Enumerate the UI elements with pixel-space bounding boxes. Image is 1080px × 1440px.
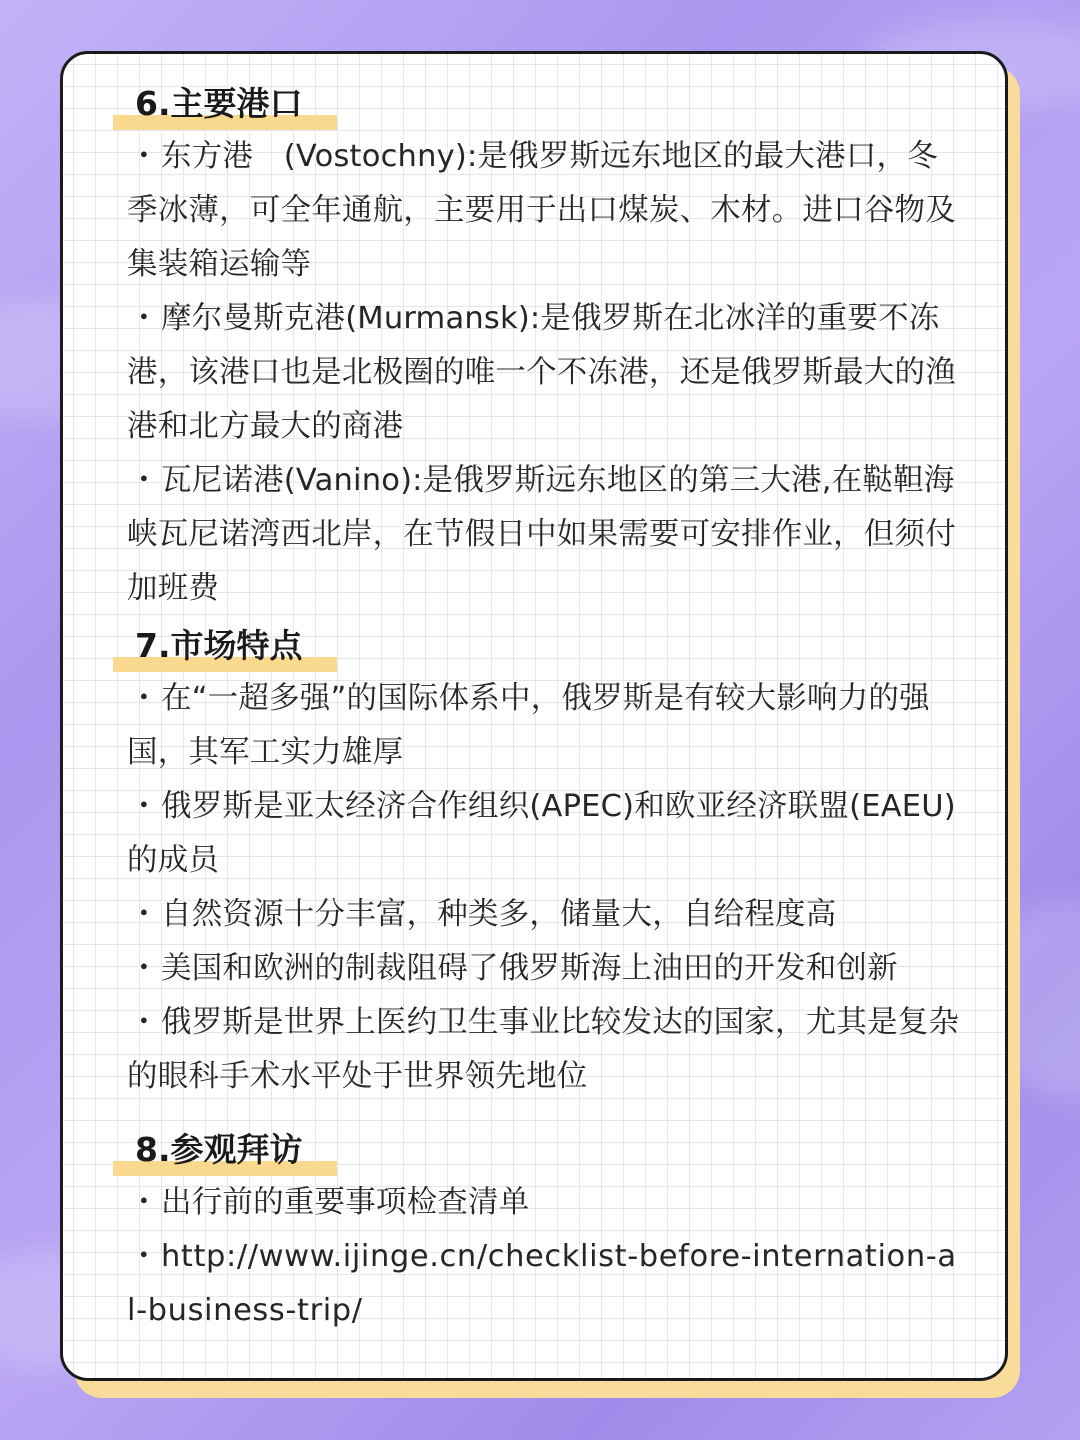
bullet-icon: ・ bbox=[128, 463, 160, 498]
list-item: ・自然资源十分丰富，种类多，储量大，自给程度高 bbox=[127, 888, 963, 942]
bullet-icon: ・ bbox=[128, 789, 160, 824]
bullet-icon: ・ bbox=[128, 681, 160, 716]
section-heading-text: 6.主要港口 bbox=[135, 84, 303, 123]
list-item: ・东方港 (Vostochny):是俄罗斯远东地区的最大港口，冬季冰薄，可全年通航，主要用于出口煤炭、木材。进口谷物及集装箱运输等 bbox=[127, 130, 963, 292]
bullet-icon: ・ bbox=[128, 1239, 160, 1274]
checklist-url[interactable]: http://www.ijinge.cn/checklist-before-internation-al-business-trip/ bbox=[127, 1239, 957, 1328]
section-heading-text: 7.市场特点 bbox=[135, 626, 303, 665]
section-heading bbox=[113, 80, 337, 130]
list-item: ・俄罗斯是世界上医约卫生事业比较发达的国家，尤其是复杂的眼科手术水平处于世界领先地位 bbox=[127, 996, 963, 1104]
list-item: ・俄罗斯是亚太经济合作组织(APEC)和欧亚经济联盟(EAEU)的成员 bbox=[127, 780, 963, 888]
bullet-icon: ・ bbox=[128, 951, 160, 986]
list-item: ・美国和欧洲的制裁阻碍了俄罗斯海上油田的开发和创新 bbox=[127, 942, 963, 996]
section-market-features bbox=[127, 622, 963, 1104]
list-item: ・出行前的重要事项检查清单 bbox=[127, 1176, 963, 1230]
card-content bbox=[127, 80, 963, 1338]
section-heading bbox=[113, 1126, 337, 1176]
list-item: ・瓦尼诺港(Vanino):是俄罗斯远东地区的第三大港,在鞑靼海峡瓦尼诺湾西北岸，在节假日中如果需要可安排作业，但须付加班费 bbox=[127, 454, 963, 616]
checklist-link[interactable] bbox=[127, 1230, 963, 1338]
bullet-icon: ・ bbox=[128, 139, 160, 174]
list-item: ・摩尔曼斯克港(Murmansk):是俄罗斯在北冰洋的重要不冻港，该港口也是北极圈的唯一个不冻港，还是俄罗斯最大的渔港和北方最大的商港 bbox=[127, 292, 963, 454]
bullet-icon: ・ bbox=[128, 897, 160, 932]
bullet-icon: ・ bbox=[128, 301, 160, 336]
content-card bbox=[60, 51, 1008, 1381]
section-heading-text: 8.参观拜访 bbox=[135, 1130, 303, 1169]
section-visits bbox=[127, 1126, 963, 1338]
bullet-icon: ・ bbox=[128, 1005, 160, 1040]
section-heading bbox=[113, 622, 337, 672]
section-main-ports bbox=[127, 80, 963, 616]
list-item: ・在“一超多强”的国际体系中，俄罗斯是有较大影响力的强国，其军工实力雄厚 bbox=[127, 672, 963, 780]
bullet-icon: ・ bbox=[128, 1185, 160, 1220]
